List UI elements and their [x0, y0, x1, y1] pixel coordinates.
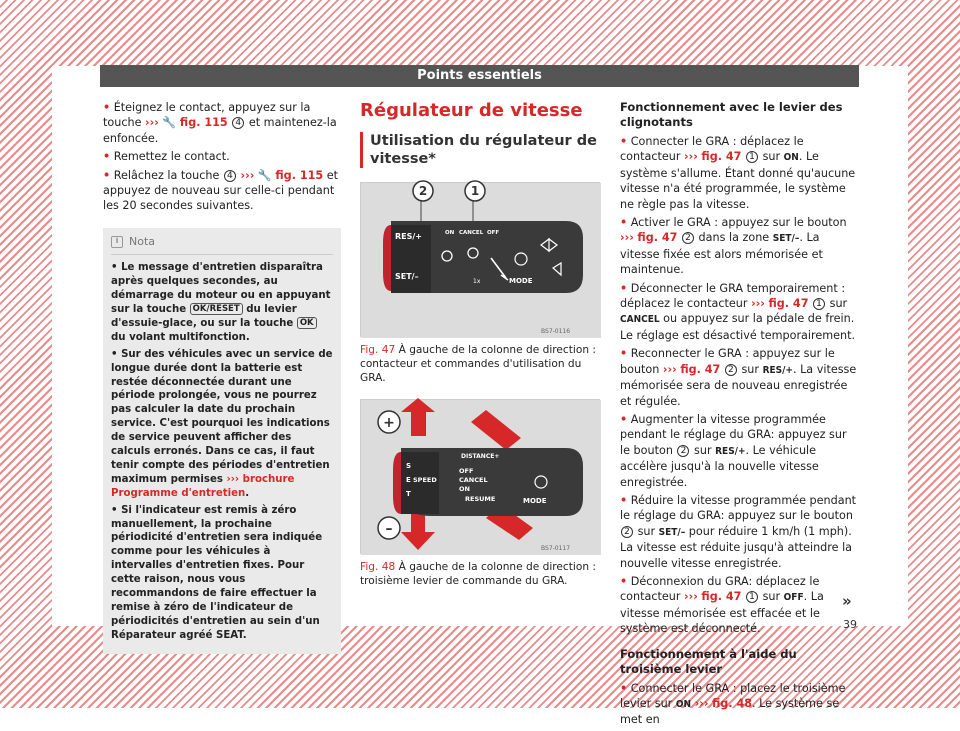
control-symbol: ON [783, 152, 799, 164]
figure-caption: Fig. 47 À gauche de la colonne de direction : contacteur et commandes d'utilisation du GRA. [360, 344, 596, 384]
figure-47 [360, 182, 600, 337]
section-subtitle: Utilisation du régulateur de vitesse* [360, 132, 600, 168]
figure-link[interactable]: fig. 48 [712, 697, 753, 710]
middle-column [360, 100, 600, 602]
lever-label-off: OFF [459, 467, 474, 475]
control-symbol: RES/+ [762, 364, 793, 376]
callout-number: 1 [746, 151, 758, 163]
note-header: i Nota [111, 234, 333, 255]
callout-number: 1 [746, 591, 758, 603]
list-item: • Réduire la vitesse programmée pendant le réglage du GRA: appuyez sur le bouton 2 sur SET/– pour réduire 1 km/h (1 mph). La vitesse est réduite jusqu'à atteindre la nouvelle vitesse enregistrée. [620, 493, 857, 570]
info-icon: i [111, 236, 123, 248]
figure-caption: Fig. 48 À gauche de la colonne de direction : troisième levier de commande du GRA. [360, 561, 596, 587]
lever-label-on: ON [459, 485, 470, 493]
lever-label-speed: SPEED [413, 476, 437, 484]
lever-label-e: E [406, 476, 411, 484]
control-symbol: CANCEL [620, 314, 660, 326]
lever-label-s: S [406, 462, 412, 470]
lever-label-off: OFF [487, 230, 500, 236]
callout-2: 2 [418, 184, 428, 198]
list-item: • Augmenter la vitesse programmée pendant le réglage du GRA: appuyez sur le bouton 2 sur RES/+. Le véhicule accélère jusqu'à la nouvelle vitesse enregistrée. [620, 412, 847, 489]
lever-label-resume: RESUME [465, 495, 496, 503]
figure-link[interactable]: fig. 47 [701, 150, 742, 164]
callout-number: 4 [224, 170, 236, 182]
list-item: • Déconnecter le GRA temporairement : déplacez le contacteur ››› fig. 47 1 sur CANCEL ou appuyez sur la pédale de frein. Le réglage est désactivé temporairement. [620, 281, 856, 342]
list-item: • Activer le GRA : appuyez sur le bouton ››› fig. 47 2 dans la zone SET/–. La vitesse fixée est alors mémorisée et maintenue. [620, 216, 847, 277]
callout-number: 1 [813, 298, 825, 310]
control-symbol: RES/+ [715, 445, 746, 457]
section-header: Points essentiels [100, 65, 859, 87]
lever-label-t: T [406, 490, 411, 498]
right-column [620, 100, 860, 731]
figure-link[interactable]: fig. 115 [179, 116, 228, 130]
figure-link[interactable]: fig. 115 [275, 168, 324, 182]
service-key-icon: 🔧 [257, 168, 272, 182]
control-symbol: SET/– [772, 233, 800, 245]
figure-link[interactable]: fig. 47 [680, 362, 721, 376]
lever-illustration-48 [361, 400, 601, 555]
note-paragraph: • Le message d'entretien disparaîtra après quelques secondes, au démarrage du moteur ou en appuyant sur la touche OK/RESET du levier d'essuie-glace, ou sur la touche OK du volant multifonction. [111, 262, 331, 343]
note-paragraph: • Sur des véhicules avec un service de longue durée dont la batterie est restée déconnectée durant une période prolongée, vous ne pourrez pas calculer la date du prochain service. C'est pourquoi les indications de service peuvent afficher des calculs erronés. Dans ce cas, il faut tenir compte des périodes d'entretien maximum permises ››› brochure Programme d'entretien. [111, 348, 333, 499]
list-item: • Déconnexion du GRA: déplacez le contacteur ››› fig. 47 1 sur OFF. La vitesse mémorisée est effacée et le système est déconnecté. [620, 574, 824, 636]
subheading: Fonctionnement à l'aide du troisième levier [620, 646, 797, 676]
callout-number: 2 [677, 445, 689, 457]
continue-arrow: » [842, 592, 852, 610]
figure-link[interactable]: fig. 47 [637, 231, 678, 245]
brochure-link[interactable]: brochure Programme d'entretien [111, 473, 295, 499]
control-symbol: ON [675, 699, 692, 710]
list-item: • Connecter le GRA : déplacez le contacteur ››› fig. 47 1 sur ON. Le système s'allume. Étant donné qu'aucune vitesse n'a été programmée, le système ne règle pas la vitesse. [620, 135, 856, 211]
lever-label-res: RES/+ [395, 232, 423, 241]
control-symbol: OFF [783, 592, 804, 604]
page-number: 39 [843, 618, 857, 631]
lever-label-cancel: CANCEL [459, 476, 488, 484]
lever-label-mode: MODE [509, 277, 533, 285]
lever-label-distance: DISTANCE+ [461, 453, 500, 460]
list-item: • Reconnecter le GRA : appuyez sur le bouton ››› fig. 47 2 sur RES/+. La vitesse mémorisée sera de nouveau enregistrée et régulée. [620, 347, 857, 408]
list-item: • Relâchez la touche 4 ››› 🔧 fig. 115 et appuyez de nouveau sur celle-ci pendant les 20 secondes suivantes. [103, 168, 339, 213]
subheading: Fonctionnement avec le levier des clignotants [620, 100, 843, 129]
figure-link[interactable]: fig. 47 [768, 297, 809, 311]
lever-label-1x: 1x [473, 278, 481, 285]
callout-number: 2 [682, 232, 694, 244]
note-box [103, 228, 341, 654]
list-item: • Connecter le GRA : placez le troisième levier sur ON ››› fig. 48. Le système se met en [620, 681, 846, 727]
ok-key: OK [297, 317, 317, 329]
control-symbol: SET/– [658, 526, 686, 538]
figure-link[interactable]: fig. 47 [701, 590, 742, 604]
service-key-icon: 🔧 [162, 116, 177, 130]
list-item: • Remettez le contact. [103, 150, 230, 164]
section-title: Régulateur de vitesse [360, 100, 583, 121]
list-item: • Éteignez le contact, appuyez sur la touche ››› 🔧 fig. 115 4 et maintenez-la enfoncée. [103, 101, 337, 145]
lever-illustration-47 [361, 183, 601, 338]
figure-code: BS7-0117 [541, 545, 571, 552]
callout-number: 4 [232, 117, 244, 129]
lever-label-mode: MODE [523, 497, 547, 505]
callout-number: 2 [725, 364, 737, 376]
lever-label-cancel: CANCEL [459, 230, 484, 236]
figure-code: BS7-0116 [541, 328, 571, 335]
lever-label-on: ON [445, 230, 455, 236]
left-column [103, 100, 341, 654]
ok-reset-key: OK/RESET [190, 303, 243, 315]
plus-callout: + [383, 415, 395, 431]
minus-callout: – [385, 521, 393, 537]
callout-number: 2 [621, 526, 633, 538]
figure-48 [360, 399, 600, 554]
lever-label-set: SET/– [395, 272, 419, 281]
note-paragraph: • Si l'indicateur est remis à zéro manuellement, la prochaine périodicité d'entretien sera indiquée comme pour les véhicules à intervalles d'entretien fixes. Pour cette raison, nous vous recommandons de faire effectuer la remise à zéro de l'indicateur de périodicités d'entretien au sein d'un Réparateur agréé SEAT. [111, 504, 323, 641]
callout-1: 1 [470, 184, 480, 198]
